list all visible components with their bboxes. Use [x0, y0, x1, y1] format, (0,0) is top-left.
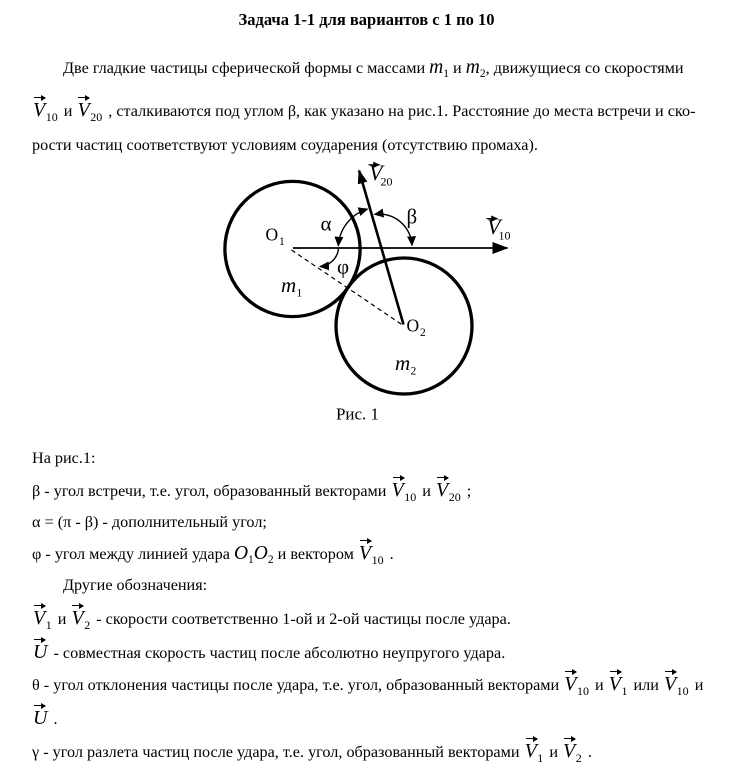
notes-other-heading: Другие обозначения:: [63, 576, 208, 594]
vector-symbol: $V_{10}$: [33, 99, 58, 124]
note-beta: β - угол встречи, т.е. угол, образованный векторами $V_{10}$ и $V_{20}$ ;: [32, 474, 722, 501]
v20-label: V: [369, 160, 383, 185]
m1-label: m: [281, 273, 297, 297]
vector-symbol: $V_2$: [71, 607, 91, 632]
o2-label-subscript: 2: [420, 327, 426, 339]
intro-line-2: $V_{10}$ и $V_{20}$ , сталкиваются под углом β, как указано на рис.1. Расстояние до места встречи и ско-: [32, 94, 722, 121]
v20-label-subscript: 20: [380, 174, 393, 189]
note-v1-v2: $V_1$ и $V_2$ - скорости соответственно 1-ой и 2-ой частицы после удара.: [32, 602, 722, 629]
alpha-angle-arc: [338, 209, 367, 246]
page-title: Задача 1-1 для вариантов с 1 по 10: [238, 10, 495, 29]
intro-line-1: Две гладкие частицы сферической формы с массами $m_1$ и $m_2$, движущиеся со скоростями: [63, 57, 684, 80]
note-u-continued: U .: [32, 702, 722, 729]
note-u: U - совместная скорость частиц после абсолютно неупругого удара.: [32, 636, 722, 663]
alpha-label: α: [320, 211, 332, 236]
figure-caption: Рис. 1: [335, 404, 380, 424]
m2-label: m: [395, 351, 411, 375]
vector-symbol: $V_1$: [33, 607, 52, 632]
vector-symbol: $V_{10}$: [564, 673, 589, 698]
vector-symbol: $V_1$: [524, 740, 544, 765]
m1-label-subscript: 1: [296, 287, 303, 300]
m2-label-subscript: 2: [410, 365, 417, 378]
math-symbol: $m_1$: [429, 57, 449, 80]
vector-symbol: $V_{10}$: [391, 479, 417, 504]
vector-symbol: $V_1$: [608, 673, 628, 698]
vector-symbol: U: [33, 707, 48, 729]
o1-label-subscript: 1: [279, 236, 285, 248]
phi-label: φ: [337, 254, 350, 279]
vector-symbol: $V_{10}$: [663, 673, 689, 698]
notes-heading: На рис.1:: [32, 449, 96, 467]
beta-label: β: [406, 204, 418, 229]
o1-label: O: [265, 224, 279, 245]
math-symbol: $O_2$: [253, 543, 274, 566]
note-phi: φ - угол между линией удара $O_1O_2$ и вектором $V_{10}$ .: [32, 537, 722, 564]
math-symbol: $O_1$: [233, 543, 254, 566]
vector-symbol: $V_{20}$: [77, 99, 103, 124]
note-gamma: γ - угол разлета частиц после удара, т.е. угол, образованный векторами $V_1$ и $V_2$ .: [32, 735, 722, 762]
math-symbol: $m_2$: [465, 57, 486, 80]
note-alpha: α = (π - β) - дополнительный угол;: [32, 513, 267, 531]
vector-symbol: $V_2$: [563, 740, 582, 765]
vector-symbol: $V_{10}$: [358, 542, 384, 567]
v10-label-subscript: 10: [498, 228, 511, 243]
vector-symbol: $V_{20}$: [435, 479, 461, 504]
intro-line-3: рости частиц соответствуют условиям соударения (отсутствию промаха).: [32, 136, 538, 154]
phi-angle-arc: [320, 249, 339, 267]
v10-label: V: [487, 214, 501, 239]
o2-label: O: [406, 315, 420, 336]
vector-symbol: U: [33, 641, 48, 663]
note-theta: θ - угол отклонения частицы после удара, т.е. угол, образованный векторами $V_{10}$ и $V_1$ или $V_{10}$ и: [32, 668, 722, 695]
